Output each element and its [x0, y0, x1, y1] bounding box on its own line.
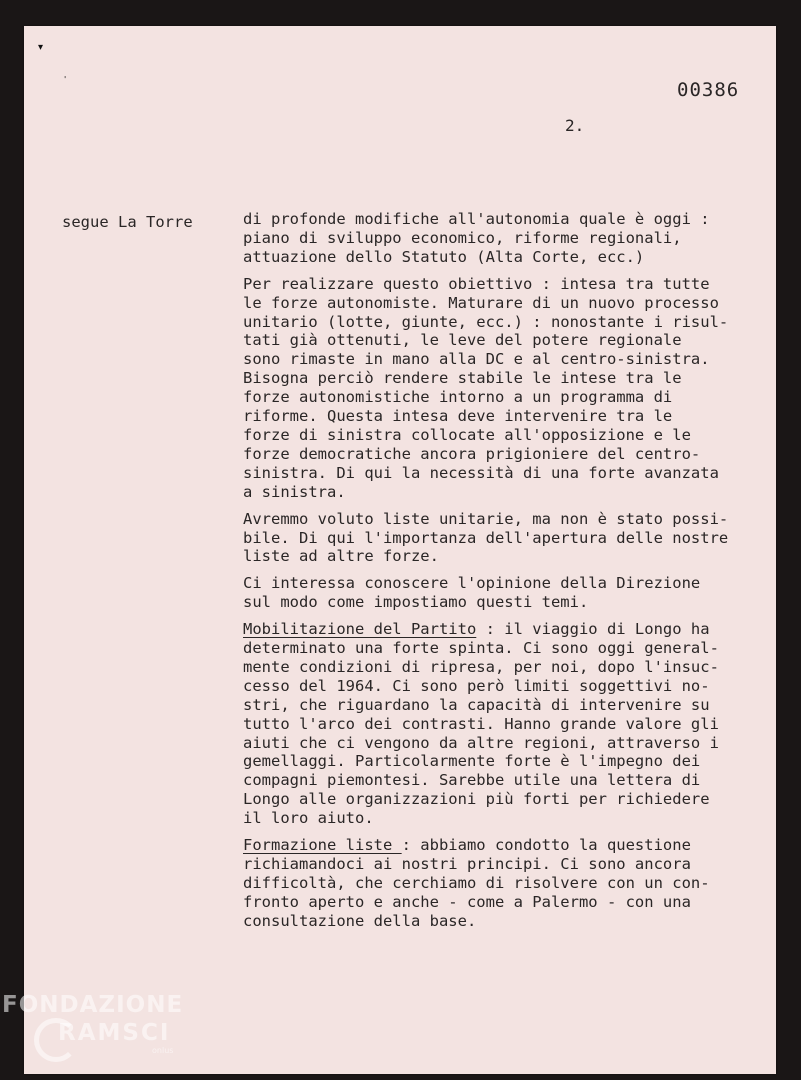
margin-mark: ' [64, 75, 67, 84]
watermark-title: FONDAZIONE [2, 992, 184, 1018]
paragraph: Per realizzare questo obiettivo : intesa tra tutte le forze autonomiste. Maturare di un nuovo processo unitario (lotte, giunte, ecc.) : nonostante i risul- tati già ottenuti, le leve del potere regionale sono rimaste in mano alla DC e al centro-sinistra. Bisogna perciò rendere stabile le intese tra le forze autonomistiche intorno a un programma di riforme. Questa intesa deve intervenire tra le forze di sinistra collocate all'opposizione e le forze democratiche ancora prigioniere del centro- sinistra. Di qui la necessità di una forte avanzata a sinistra. [243, 274, 729, 501]
speaker-label: segue La Torre [62, 213, 193, 231]
paragraph: di profonde modifiche all'autonomia quale è oggi : piano di sviluppo economico, riforme regionali, attuazione dello Statuto (Alta Corte, ecc.) [243, 210, 710, 266]
margin-mark: ▾ [38, 42, 44, 53]
watermark-small: onlus [152, 1046, 174, 1055]
watermark-subtitle: RAMSCI [58, 1020, 171, 1046]
paragraph [243, 836, 753, 931]
page-number: 2. [565, 116, 585, 135]
watermark-logo [0, 990, 210, 1070]
paragraph: Avremmo voluto liste unitarie, ma non è stato possi- bile. Di qui l'importanza dell'apertura delle nostre liste ad altre forze. [243, 509, 729, 566]
paragraph [243, 620, 753, 828]
section-heading: Formazione liste [243, 836, 402, 855]
paragraph-text: : abbiamo condotto la questione richiamandoci ai nostri principi. Ci sono ancora difficoltà, che cerchiamo di risolvere con un con- fronto aperto e anche - come a Palermo - con una consultazione della base. [243, 836, 710, 930]
paragraph: Ci interessa conoscere l'opinione della Direzione sul modo come impostiamo questi temi. [243, 574, 701, 612]
section-heading: Mobilitazione del Partito [243, 620, 477, 639]
archive-number: 00386 [677, 79, 740, 101]
paragraph-text: : il viaggio di Longo ha determinato una forte spinta. Ci sono oggi general- mente condizioni di ripresa, per noi, dopo l'insuc- cesso del 1964. Ci sono però limiti soggettivi no- stri, che riguardano la capacità di intervenire su tutto l'arco dei contrasti. Hanno grande valore gli aiuti che ci vengono da altre regioni, attraverso i gemellaggi. Particolarmente forte è l'impegno dei compagni piemontesi. Sarebbe utile una lettera di Longo alle organizzazioni più forti per richiedere il loro aiuto. [243, 620, 719, 828]
document-body [243, 210, 753, 939]
document-page [24, 26, 776, 1074]
